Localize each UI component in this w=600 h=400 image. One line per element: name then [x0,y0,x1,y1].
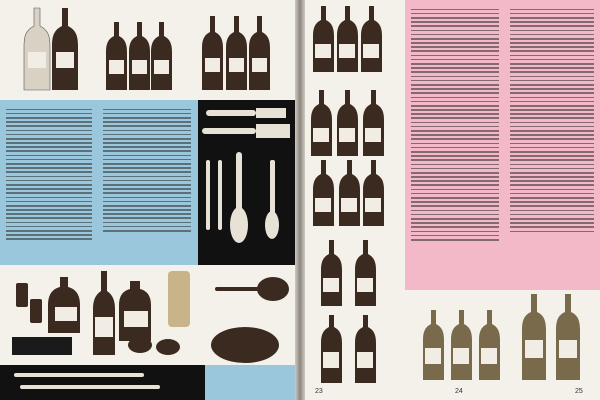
text-block-right-2 [505,0,600,290]
spine [295,0,305,400]
bottles-grid-right-2 [405,290,600,400]
right-page [305,0,600,400]
text-block-left-3 [205,365,295,400]
pencils-strip [0,365,205,400]
page-number-23: 23 [315,388,323,395]
page-number-25: 25 [575,388,583,395]
text-block-left-1 [0,100,98,265]
text-block-left-2 [98,100,198,265]
page-number-24: 24 [455,388,463,395]
left-page [0,0,295,400]
text-block-right-1 [405,0,505,290]
bottles-grid-right-1 [305,0,405,400]
top-bottles-left [0,0,295,100]
bottom-products-left [0,265,205,365]
brushes-panel [198,100,295,265]
